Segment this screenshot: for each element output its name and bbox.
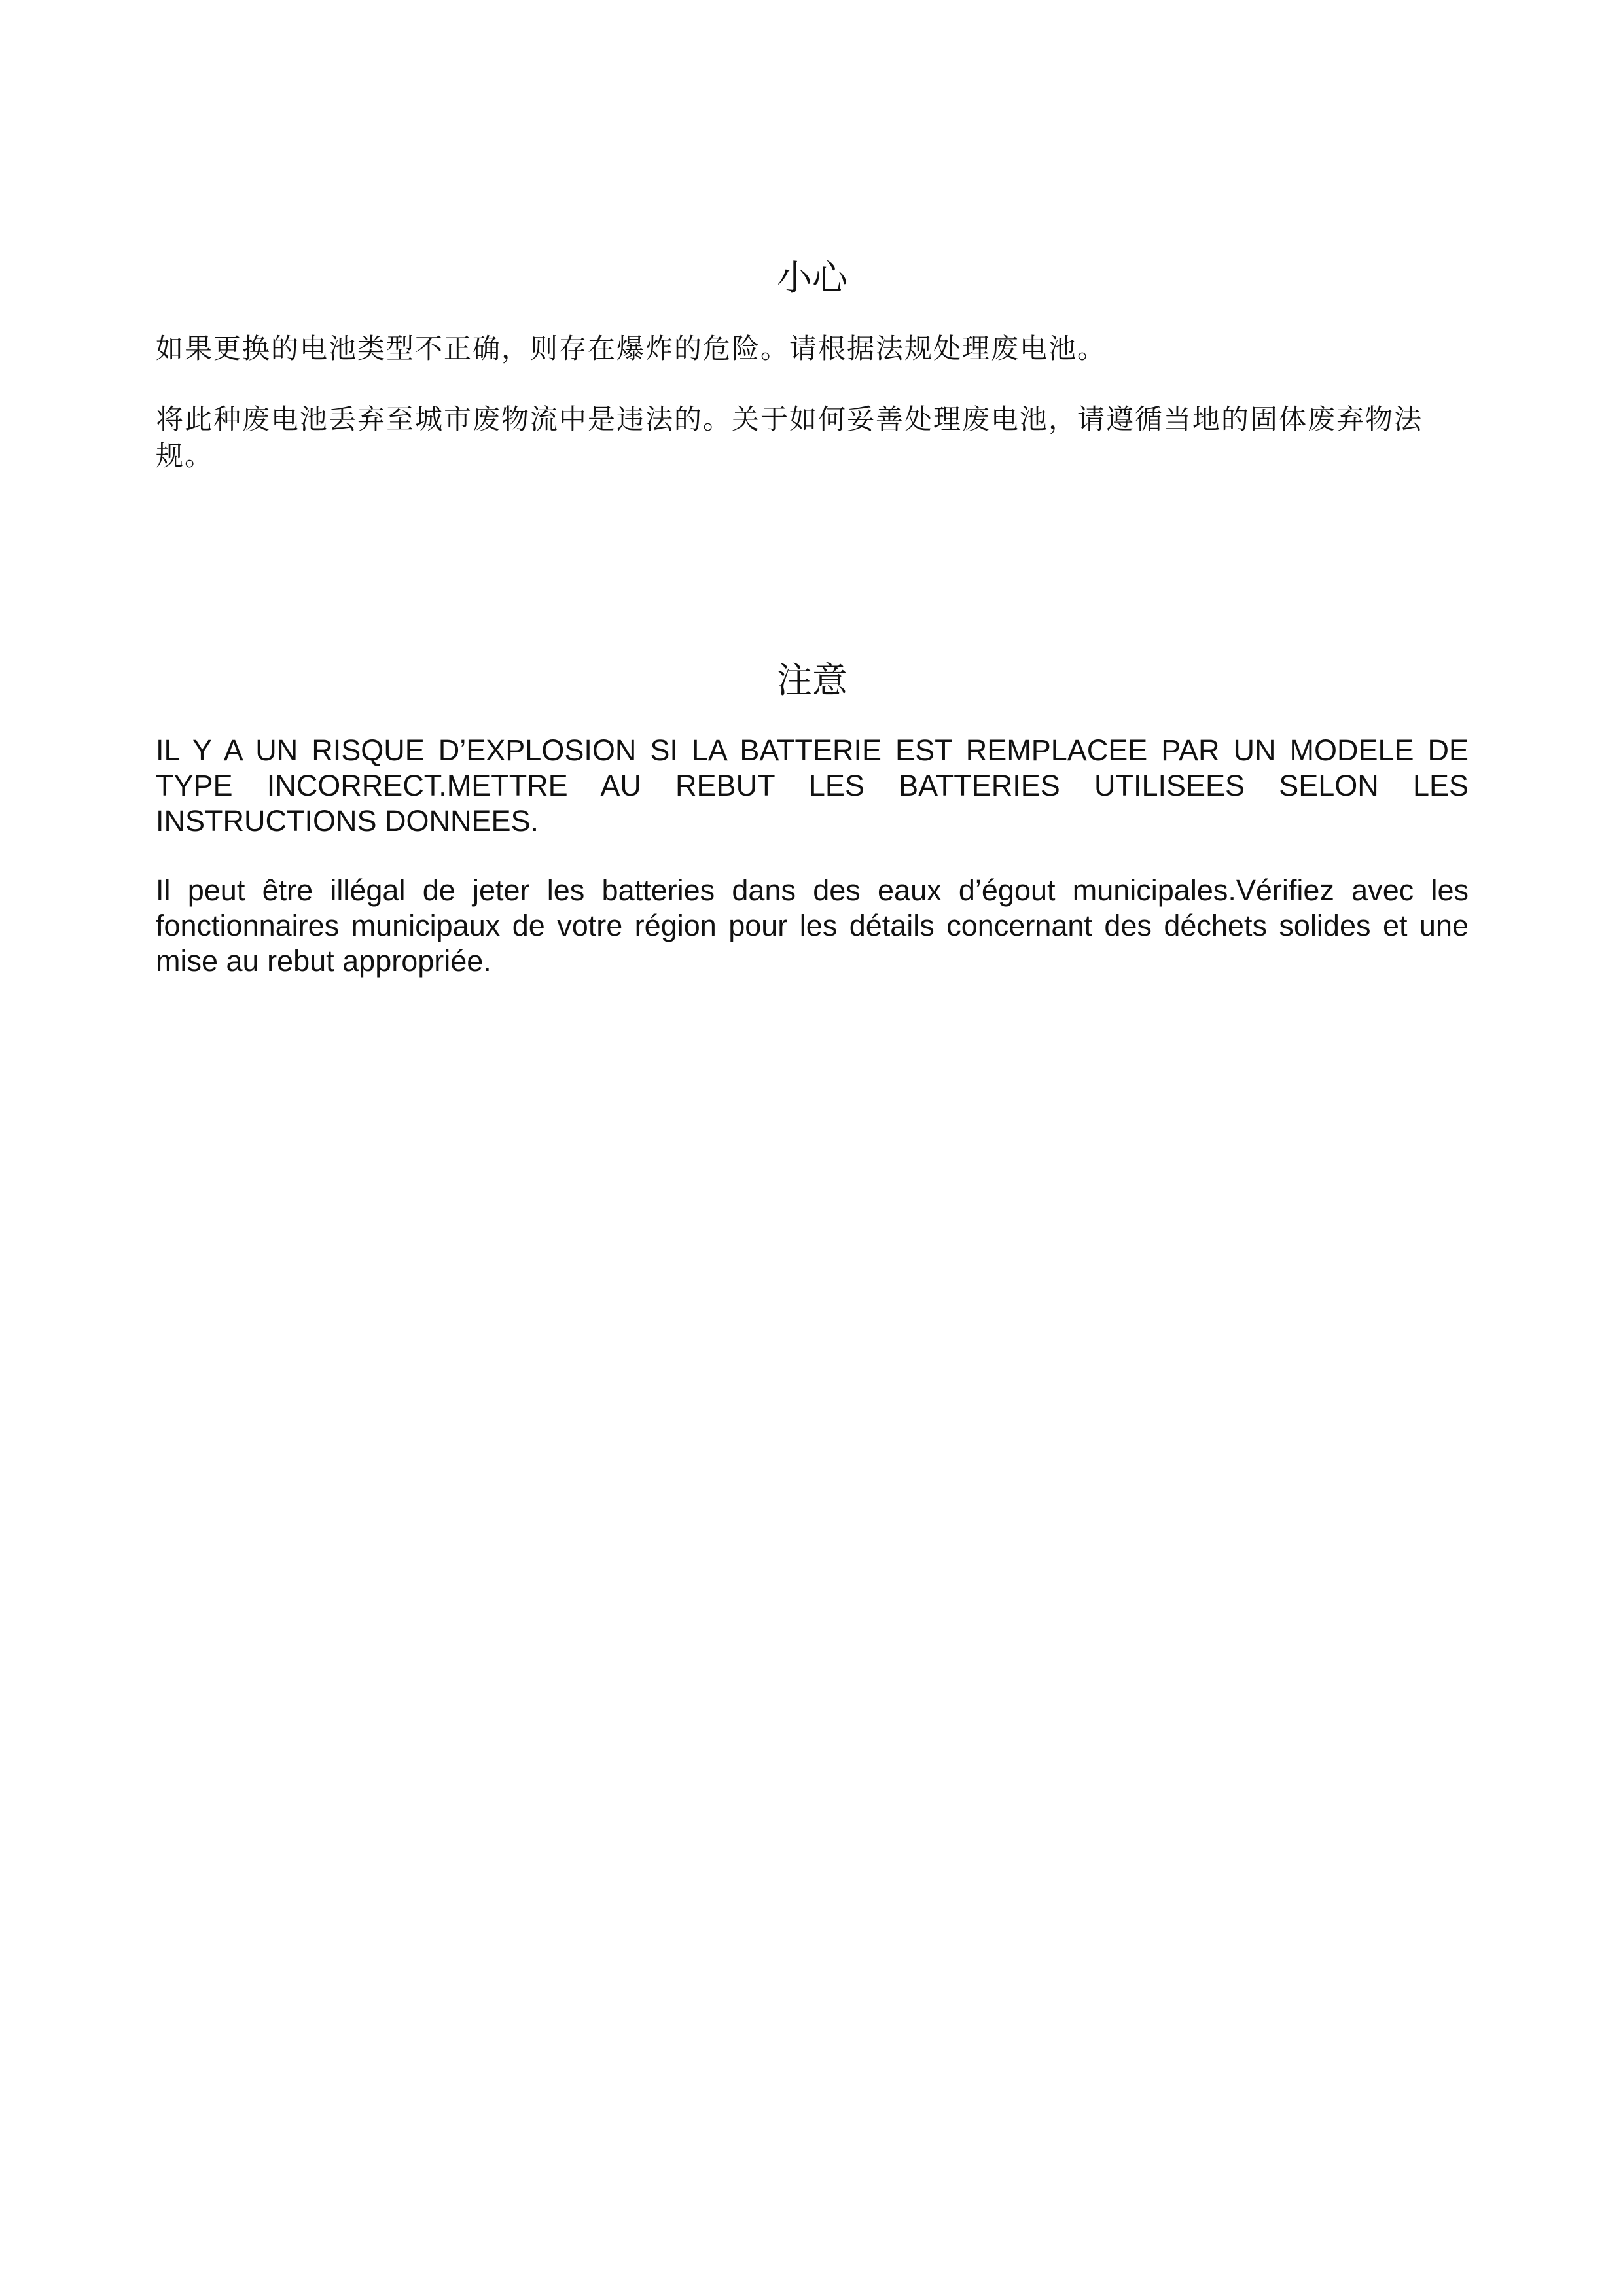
attention-paragraph-disposal: Il peut être illégal de jeter les batteries dans des eaux d’égout municipales.Vérifiez avec les fonctionnaires municipaux de votre région pour les détails concernant des déchets solides et une mise au rebut appropriée. [156,874,1469,978]
caution-paragraph-explosion-risk: 如果更换的电池类型不正确，则存在爆炸的危险。请根据法规处理废电池。 [156,332,1107,364]
caution-section-french [156,654,1469,1013]
attention-heading: 注意 [777,660,847,701]
caution-section-chinese [156,252,1469,508]
caution-heading: 小心 [777,257,847,298]
caution-paragraph-disposal: 将此种废电池丢弃至城市废物流中是违法的。关于如何妥善处理废电池，请遵循当地的固体废弃物法规。 [156,403,1423,472]
attention-paragraph-explosion-risk: IL Y A UN RISQUE D’EXPLOSION SI LA BATTERIE EST REMPLACEE PAR UN MODELE DE TYPE INCORRECT.METTRE AU REBUT LES BATTERIES UTILISEES SELON LES INSTRUCTIONS DONNEES. [156,733,1469,838]
